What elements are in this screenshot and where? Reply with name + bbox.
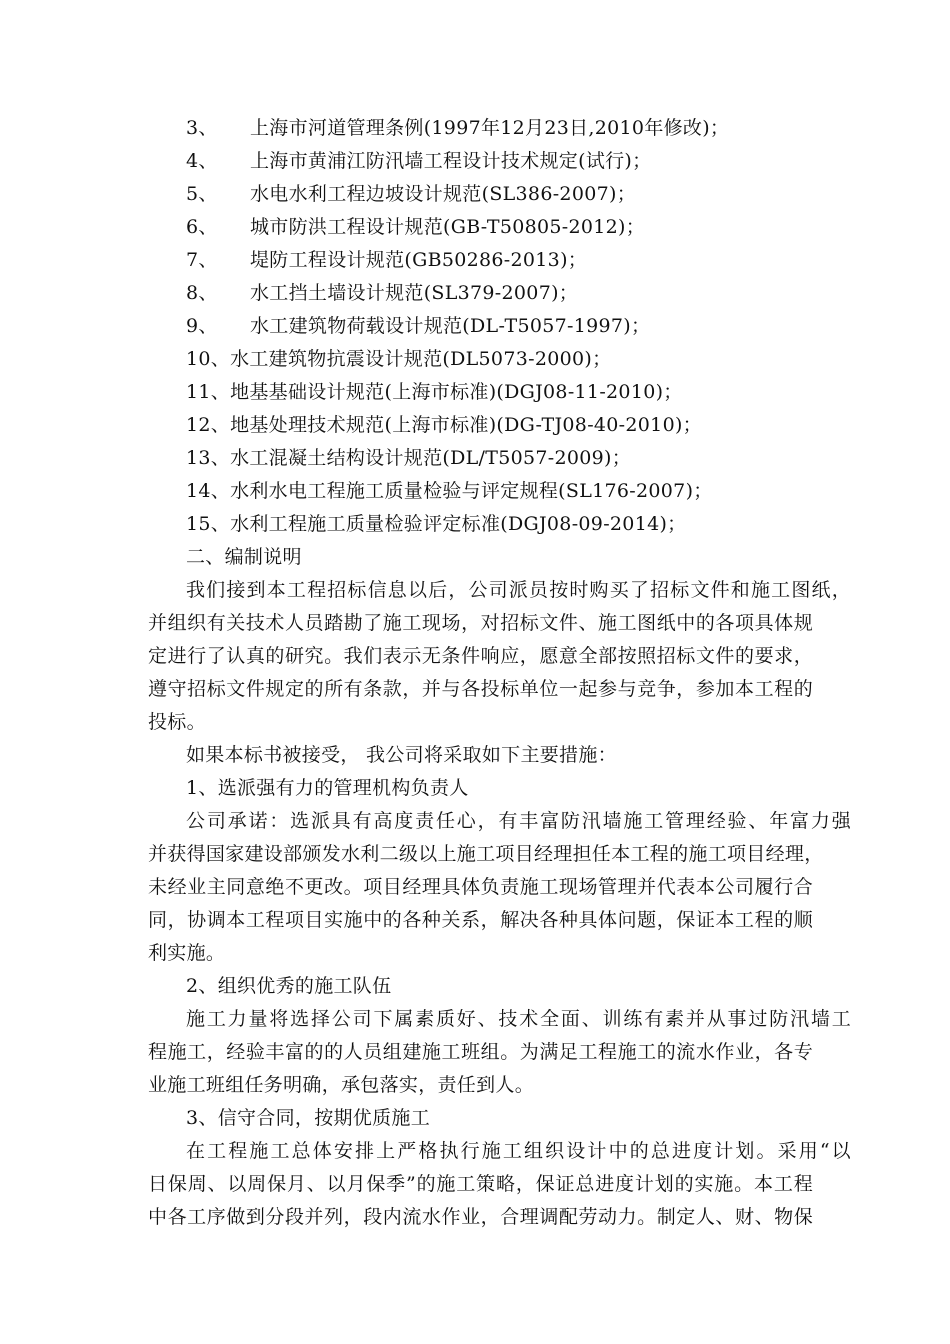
reference-item — [148, 182, 851, 206]
reference-text: 上海市黄浦江防汛墙工程设计技术规定(试行)； — [250, 150, 652, 172]
reference-number: 3、 — [186, 117, 218, 139]
paragraph-line: 并组织有关技术人员踏勘了施工现场，对招标文件、施工图纸中的各项具体规 — [148, 612, 813, 634]
paragraph-line: 定进行了认真的研究。我们表示无条件响应，愿意全部按照招标文件的要求， — [148, 645, 813, 667]
reference-text: 水工建筑物抗震设计规范(DL5073-2000)； — [230, 348, 612, 370]
reference-text: 上海市河道管理条例(1997年12月23日,2010年修改)； — [250, 117, 730, 139]
reference-item — [148, 149, 851, 173]
reference-item — [148, 314, 851, 338]
measures-intro: 如果本标书被接受， 我公司将采取如下主要措施： — [186, 744, 617, 766]
reference-number: 11、 — [186, 381, 231, 403]
reference-item — [148, 512, 851, 536]
paragraph-line: 同，协调本工程项目实施中的各种关系，解决各种具体问题，保证本工程的顺 — [148, 909, 813, 931]
paragraph-line: 程施工，经验丰富的的人员组建施工班组。为满足工程施工的流水作业，各专 — [148, 1041, 813, 1063]
paragraph-line: 利实施。 — [148, 942, 226, 964]
reference-item — [148, 446, 851, 470]
reference-text: 水工挡土墙设计规范(SL379-2007)； — [250, 282, 579, 304]
paragraph-line: 未经业主同意绝不更改。项目经理具体负责施工现场管理并代表本公司履行合 — [148, 876, 813, 898]
reference-item — [148, 380, 851, 404]
reference-number: 13、 — [186, 447, 231, 469]
reference-text: 水利水电工程施工质量检验与评定规程(SL176-2007)； — [230, 480, 713, 502]
reference-item — [148, 248, 851, 272]
paragraph-line: 并获得国家建设部颁发水利二级以上施工项目经理担任本工程的施工项目经理， — [148, 843, 824, 865]
reference-item — [148, 116, 851, 140]
reference-text: 水工建筑物荷载设计规范(DL-T5057-1997)； — [250, 315, 651, 337]
reference-text: 地基处理技术规范(上海市标准)(DG-TJ08-40-2010)； — [230, 414, 702, 436]
reference-text: 水工混凝土结构设计规范(DL/T5057-2009)； — [230, 447, 632, 469]
paragraph-line: 中各工序做到分段并列，段内流水作业，合理调配劳动力。制定人、财、物保 — [148, 1206, 813, 1228]
section-heading: 二、编制说明 — [186, 546, 302, 568]
reference-item — [148, 479, 851, 503]
reference-number: 4、 — [186, 150, 218, 172]
paragraph-line: 我们接到本工程招标信息以后，公司派员按时购买了招标文件和施工图纸， — [186, 579, 851, 601]
measure-heading: 3、信守合同，按期优质施工 — [186, 1107, 430, 1129]
reference-number: 7、 — [186, 249, 218, 271]
paragraph-line: 业施工班组任务明确，承包落实，责任到人。 — [148, 1074, 535, 1096]
reference-text: 水利工程施工质量检验评定标准(DGJ08-09-2014)； — [230, 513, 687, 535]
measure-heading: 2、组织优秀的施工队伍 — [186, 975, 392, 997]
reference-number: 15、 — [186, 513, 231, 535]
reference-text: 水电水利工程边坡设计规范(SL386-2007)； — [250, 183, 636, 205]
reference-number: 8、 — [186, 282, 218, 304]
reference-number: 10、 — [186, 348, 231, 370]
reference-item — [148, 281, 851, 305]
reference-number: 5、 — [186, 183, 218, 205]
paragraph-line: 公司承诺：选派具有高度责任心，有丰富防汛墙施工管理经验、年富力强 — [186, 810, 851, 832]
reference-number: 12、 — [186, 414, 231, 436]
reference-item — [148, 215, 851, 239]
paragraph-line: 在工程施工总体安排上严格执行施工组织设计中的总进度计划。采用“以 — [186, 1140, 851, 1162]
reference-text: 城市防洪工程设计规范(GB-T50805-2012)； — [250, 216, 646, 238]
reference-number: 9、 — [186, 315, 218, 337]
reference-text: 堤防工程设计规范(GB50286-2013)； — [250, 249, 588, 271]
paragraph-line: 施工力量将选择公司下属素质好、技术全面、训练有素并从事过防汛墙工 — [186, 1008, 851, 1030]
paragraph-line: 遵守招标文件规定的所有条款，并与各投标单位一起参与竞争，参加本工程的 — [148, 678, 813, 700]
reference-item — [148, 413, 851, 437]
paragraph-line: 日保周、以周保月、以月保季”的施工策略，保证总进度计划的实施。本工程 — [148, 1173, 813, 1195]
reference-item — [148, 347, 851, 371]
reference-number: 14、 — [186, 480, 231, 502]
reference-number: 6、 — [186, 216, 218, 238]
reference-text: 地基基础设计规范(上海市标准)(DGJ08-11-2010)； — [230, 381, 683, 403]
measure-heading: 1、选派强有力的管理机构负责人 — [186, 777, 469, 799]
paragraph-line: 投标。 — [148, 711, 206, 733]
